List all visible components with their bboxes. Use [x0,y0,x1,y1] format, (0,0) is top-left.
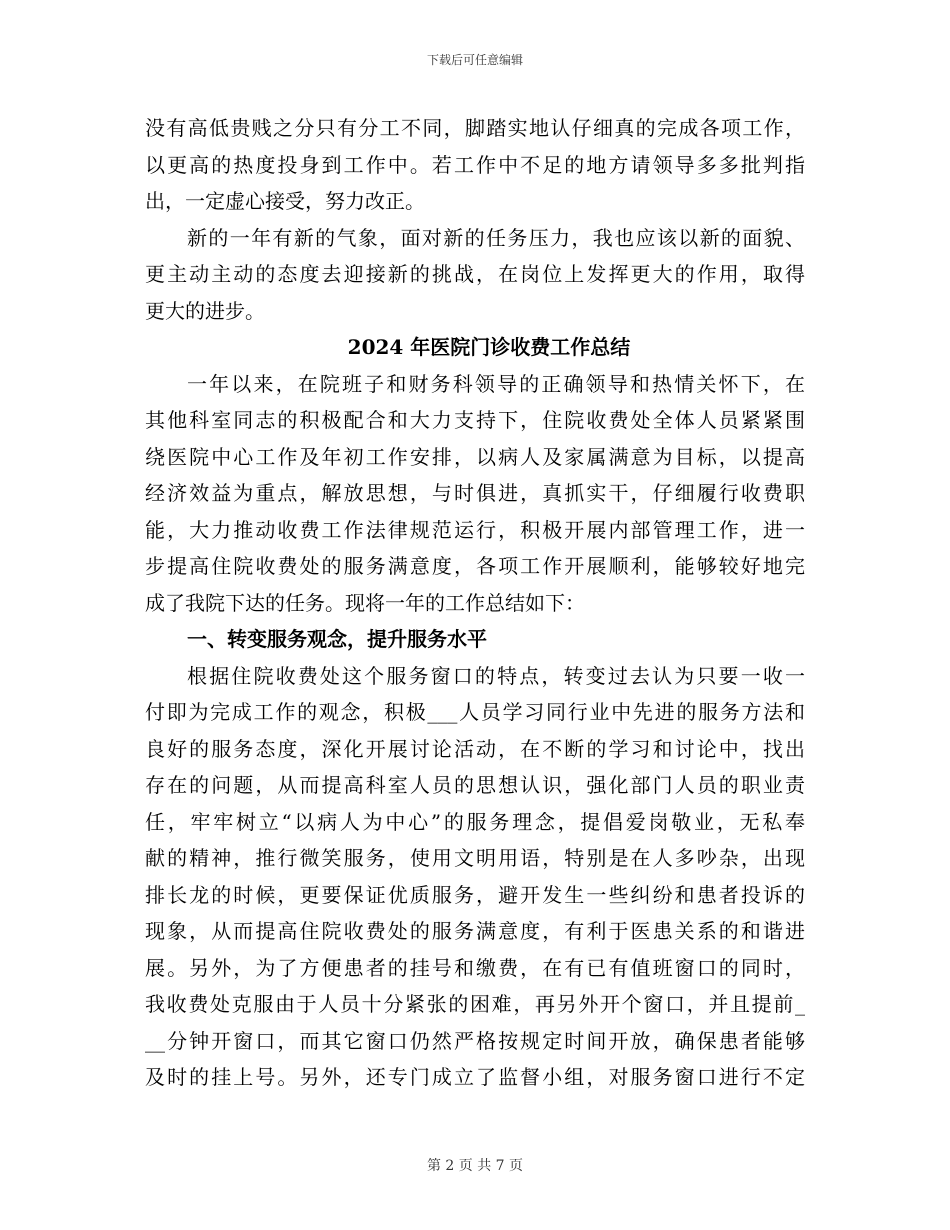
text-line: 献的精神，推行微笑服务，使用文明用语，特别是在人多吵杂，出现 [145,846,805,870]
text-line: 步提高住院收费处的服务满意度，各项工作开展顺利，能够较好地完 [145,554,805,578]
text-line: 没有高低贵贱之分只有分工不同，脚踏实地认仔细真的完成各项工作， [145,116,805,140]
text-line: 更主动主动的态度去迎接新的挑战，在岗位上发挥更大的作用，取得 [145,262,805,286]
text-line: 成了我院下达的任务。现将一年的工作总结如下： [145,590,585,615]
text-line: 其他科室同志的积极配合和大力支持下，住院收费处全体人员紧紧围 [145,408,805,432]
text-line: 更大的进步。 [145,298,265,323]
text-line: 现象，从而提高住院收费处的服务满意度，有利于医患关系的和谐进 [145,919,805,943]
document-title: 2024 年医院门诊收费工作总结 [347,335,631,359]
text-line: 绕医院中心工作及年初工作安排，以病人及家属满意为目标，以提高 [145,444,805,469]
text-line: 付即为完成工作的观念，积极___人员学习同行业中先进的服务方法和 [145,700,805,724]
text-line: 以更高的热度投身到工作中。若工作中不足的地方请领导多多批判指 [145,152,805,177]
text-line: 经济效益为重点，解放思想，与时俱进，真抓实干，仔细履行收费职 [145,481,805,505]
text-line: 出，一定虚心接受，努力改正。 [145,189,425,213]
page-number: 第 2 页 共 7 页 [426,1158,524,1174]
text-line: 任，牢牢树立“以病人为中心”的服务理念，提倡爱岗敬业，无私奉 [145,809,805,834]
text-line: 一年以来，在院班子和财务科领导的正确领导和热情关怀下，在 [187,371,805,396]
text-line: 存在的问题，从而提高科室人员的思想认识，强化部门人员的职业责 [145,773,805,797]
page-header: 下载后可任意编辑 [426,53,523,67]
text-line: 根据住院收费处这个服务窗口的特点，转变过去认为只要一收一 [187,663,805,688]
text-line: 良好的服务态度，深化开展讨论活动，在不断的学习和讨论中，找出 [145,736,805,761]
text-line: 能，大力推动收费工作法律规范运行，积极开展内部管理工作，进一 [145,517,805,542]
document-body [145,110,805,1096]
text-line: 我收费处克服由于人员十分紧张的困难，再另外开个窗口，并且提前_ [145,992,805,1016]
text-line: 排长龙的时候，更要保证优质服务，避开发生一些纠纷和患者投诉的 [145,882,805,907]
text-line: 及时的挂上号。另外，还专门成立了监督小组，对服务窗口进行不定 [145,1065,805,1089]
section-heading: 一、转变服务观念，提升服务水平 [187,627,487,651]
text-line: 展。另外，为了方便患者的挂号和缴费，在有已有值班窗口的同时， [145,955,805,980]
text-line: __分钟开窗口，而其它窗口仍然严格按规定时间开放，确保患者能够 [145,1028,805,1053]
text-line: 新的一年有新的气象，面对新的任务压力，我也应该以新的面貌、 [187,225,805,250]
